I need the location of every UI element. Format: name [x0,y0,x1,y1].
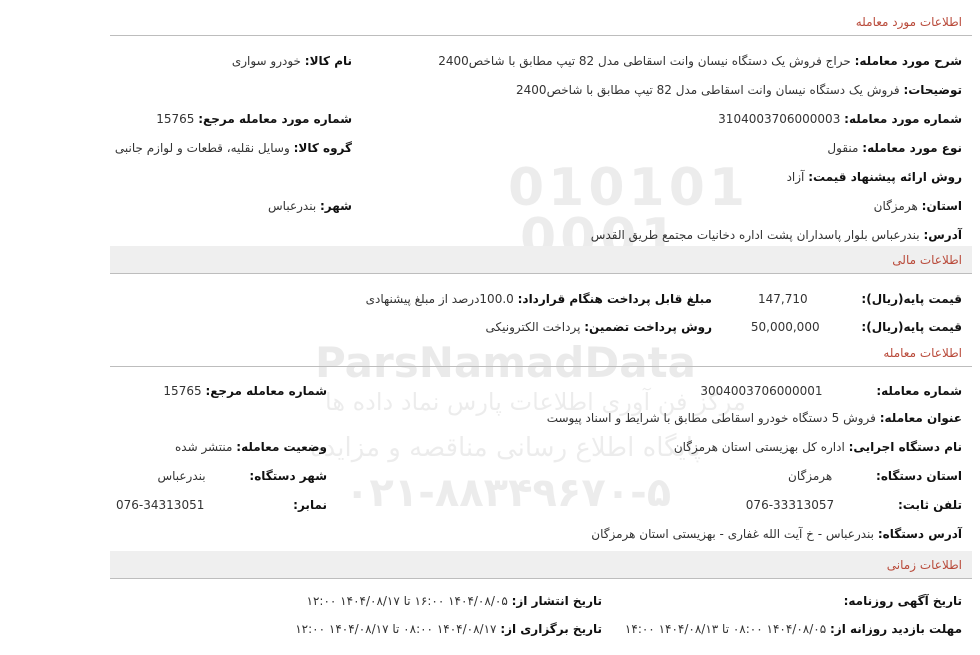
watermark-brand: ParsNamadData [315,338,696,387]
item-name-value: خودرو سواری [231,54,301,68]
hold-label: تاریخ برگزاری از: [500,622,602,636]
base-price-row [758,288,962,310]
phone-value: 33313057-076 [745,498,835,512]
fax-row [116,494,327,516]
item-name-row [232,50,352,72]
deal-type-value: منقول [827,141,859,155]
price-method-value: آزاد [786,170,805,184]
org-address-label: آدرس دستگاه: [877,527,962,541]
transaction-ref-row [163,380,327,402]
phone-label: تلفن ثابت: [897,498,962,512]
deal-no-label: شماره مورد معامله: [844,112,962,126]
page-frame [110,8,972,648]
transaction-no-row [700,380,962,402]
hold-row [295,618,602,640]
org-province-value: هرمزگان [788,469,833,483]
section-header-timing: اطلاعات زمانی [110,551,972,579]
guarantee-value: 50,000,000 [750,320,820,334]
guarantee-row [751,316,962,338]
watermark-digits-2: 0001 [520,208,681,268]
deal-subject-row [438,50,962,72]
watermark-digits-1: 010101 [508,158,750,218]
transaction-no-label: شماره معامله: [876,384,962,398]
org-address-value: بندرعباس - خ آیت الله غفاری - بهزیستی استان هرمزگان [591,527,875,541]
watermark-phone: ۰۲۱-۸۸۳۴۹۶۷۰-۵ [345,470,672,516]
org-province-label: استان دستگاه: [876,469,962,483]
payable-value: 100.0درصد از مبلغ پیشنهادی [365,292,514,306]
price-method-row [787,166,962,188]
deal-address-label: آدرس: [923,228,962,242]
section-header-financial: اطلاعات مالی [110,246,972,274]
deal-subject-label: شرح مورد معامله: [854,54,962,68]
watermark-line2: پایگاه اطلاع رسانی مناقصه و مزایده [310,433,701,463]
deal-city-row [268,195,352,217]
transaction-status-row [175,436,327,458]
deal-type-label: نوع مورد معامله: [862,141,962,155]
guarantee-method-row [486,316,712,338]
deal-province-row [874,195,962,217]
guarantee-method-label: روش پرداخت تضمین: [584,320,712,334]
payable-row [366,288,712,310]
item-group-label: گروه کالا: [293,141,352,155]
org-address-row [591,523,962,545]
guarantee-method-value: پرداخت الکترونیکی [485,320,581,334]
price-method-label: روش ارائه پیشنهاد قیمت: [808,170,962,184]
org-city-label: شهر دستگاه: [249,469,327,483]
transaction-status-label: وضعیت معامله: [236,440,327,454]
transaction-title-label: عنوان معامله: [879,411,962,425]
section-header-transaction: اطلاعات معامله [110,339,972,367]
org-province-row [788,465,962,487]
base-price-value: 147,710 [757,292,808,306]
transaction-ref-value: 15765 [163,384,202,398]
visit-row [625,618,962,640]
publish-label: تاریخ انتشار از: [511,594,602,608]
deal-province-value: هرمزگان [873,199,918,213]
org-city-value: بندرعباس [157,469,206,483]
item-group-row [115,137,352,159]
newspaper-row [844,590,962,612]
visit-value: ۱۴۰۴/۰۸/۰۵ ۰۸:۰۰ تا ۱۴۰۴/۰۸/۱۳ ۱۴:۰۰ [624,622,827,636]
payable-label: مبلغ قابل پرداخت هنگام قرارداد: [517,292,712,306]
org-name-label: نام دستگاه اجرایی: [848,440,962,454]
fax-value: 34313051-076 [116,498,205,512]
deal-no-value: 3104003706000003 [718,112,841,126]
org-name-row [674,436,962,458]
guarantee-label: قیمت پایه(ریال): [861,320,962,334]
transaction-status-value: منتشر شده [174,440,233,454]
item-name-label: نام کالا: [304,54,352,68]
publish-value: ۱۴۰۴/۰۸/۰۵ ۱۶:۰۰ تا ۱۴۰۴/۰۸/۱۷ ۱۲:۰۰ [306,594,508,608]
item-group-value: وسایل نقلیه، قطعات و لوازم جانبی [114,141,290,155]
hold-value: ۱۴۰۴/۰۸/۱۷ ۰۸:۰۰ تا ۱۴۰۴/۰۸/۱۷ ۱۲:۰۰ [295,622,497,636]
deal-type-row [827,137,962,159]
deal-desc-row [516,79,962,101]
transaction-title-row [547,407,962,429]
fax-label: نمابر: [293,498,327,512]
deal-address-row [591,224,962,246]
org-name-value: اداره کل بهزیستی استان هرمزگان [673,440,845,454]
transaction-ref-label: شماره معامله مرجع: [205,384,327,398]
transaction-title-value: فروش 5 دستگاه خودرو اسقاطی مطابق با شرایط و اسناد پیوست [546,411,876,425]
deal-city-value: بندرعباس [268,199,317,213]
deal-desc-label: توضیحات: [903,83,962,97]
section-header-deal: اطلاعات مورد معامله [110,8,972,36]
deal-ref-row [156,108,352,130]
transaction-no-value: 3004003706000001 [700,384,823,398]
deal-no-row [718,108,962,130]
deal-ref-label: شماره مورد معامله مرجع: [198,112,352,126]
deal-city-label: شهر: [320,199,352,213]
base-price-label: قیمت پایه(ریال): [861,292,962,306]
deal-province-label: استان: [921,199,962,213]
deal-address-value: بندرعباس بلوار پاسداران پشت اداره دخانیات مجتمع طریق القدس [590,228,920,242]
newspaper-label: تاریخ آگهی روزنامه: [843,594,962,608]
deal-desc-value: فروش یک دستگاه نیسان وانت اسقاطی مدل 82 تیپ مطابق با شاخص2400 [516,83,900,97]
phone-row [746,494,962,516]
visit-label: مهلت بازدید روزانه از: [830,622,962,636]
deal-subject-value: حراج فروش یک دستگاه نیسان وانت اسقاطی مدل 82 تیپ مطابق با شاخص2400 [438,54,851,68]
org-city-row [157,465,327,487]
publish-row [307,590,602,612]
deal-ref-value: 15765 [156,112,195,126]
watermark-line1: مرکز فن آوری اطلاعات پارس نماد داده ها [325,388,746,416]
